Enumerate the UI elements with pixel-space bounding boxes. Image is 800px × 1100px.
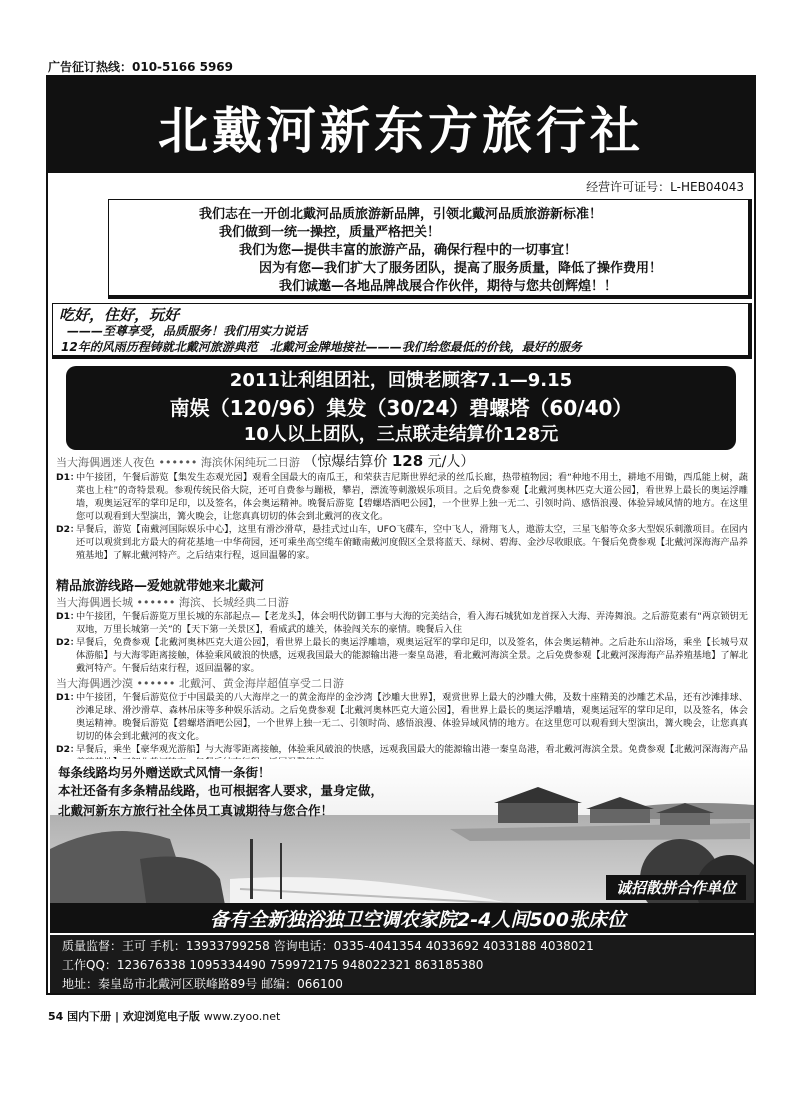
photo-text-line: 本社还备有多条精品线路，也可根据客人要求，量身定做， <box>58 783 384 798</box>
intro-line: 我们诚邀—各地品牌战展合作伙伴，期待与您共创辉煌！！ <box>279 279 618 294</box>
promo-line: 南娱（120/96）集发（30/24）碧螺塔（60/40） <box>169 396 633 420</box>
route-heading: 当大海偶遇沙漠 •••••• 北戴河、黄金海岸超值享受二日游 <box>56 677 344 690</box>
contact-address-line: 地址：秦皇岛市北戴河区联峰路89号 邮编：066100 <box>62 977 343 991</box>
recruit-badge: 诚招散拼合作单位 <box>606 875 746 900</box>
itinerary-day <box>56 523 748 562</box>
intro-box <box>108 199 752 299</box>
contact-panel <box>50 935 754 995</box>
day-text: 早餐后，乘坐【豪华观光游船】与大海零距离接触，体验乘风破浪的快感，远观我国最大的能源输出港一秦皇岛港，看北戴河海滨全景。免费参观【北戴河深海海产品 <box>76 744 748 755</box>
price-label: 惊爆结算价 <box>317 454 388 470</box>
slogan-main: 吃好，住好，玩好 <box>59 306 180 324</box>
agency-title: 北戴河新东方旅行社 <box>158 102 644 160</box>
day-label: D1： <box>56 692 80 703</box>
license-number: 经营许可证号：L-HEB04043 <box>586 180 744 194</box>
footer-divider: | <box>115 1010 120 1023</box>
photo-text-line: 每条线路均另外赠送欧式风情一条街！ <box>58 765 271 780</box>
intro-line: 我们做到一统一操控，质量严格把关！ <box>219 225 441 240</box>
day-text: 中午接团，午餐后游览万里长城的东部起点—【老龙头】，体会明代防御工事与大海的完美结合，看入海石城犹如龙首探入大海、弄涛舞浪。之后游览素有“两京锁钥无双地，万里长城第一关”的【天下第一关景区】，看威武的雄关，体验闯关东的豪情。晚餐后入住 <box>76 611 748 635</box>
footer-url[interactable]: www.zyoo.net <box>203 1010 281 1023</box>
route-section <box>56 575 748 675</box>
slogan-sub: ———至尊享受，品质服务！我们用实力说话 <box>67 324 308 338</box>
itinerary-day <box>56 471 748 523</box>
route-heading <box>56 451 748 471</box>
slogan-foot: 12年的风雨历程铸就北戴河旅游典范 北戴河金牌地接社———我们给您最低的价钱，最好的服务 <box>61 340 582 354</box>
day-label: D2： <box>56 524 80 535</box>
promo-line: 10人以上团队，三点联走结算价128元 <box>243 424 559 445</box>
ad-frame <box>46 75 756 995</box>
day-text: 中午接团，午餐后游览位于中国最美的八大海岸之一的黄金海岸的金沙湾【沙雕大世界】，观赏世界上最大的沙雕大佛，及数十座精美的沙雕艺术品，还有沙滩排球、沙滩足球、滑沙滑草、森林吊床等多种娱乐活动。之后免费参观【北戴河奥林匹克大道公园】，看世界上最长的奥运浮雕墙，观奥运冠军的掌印足印，以及签名，体会奥运精神。晚餐后游览【碧螺塔酒吧公园】，一个世界上独一无二、引领时尚、感悟浪漫、体验异域风情的地方。在这里您可以观看到大型演出，篝火晚会，让您真真切切的体会到北戴河的夜文化。 <box>76 692 748 742</box>
contact-qq-line: 工作QQ：123676338 1095334490 759972175 948022321 863185380 <box>62 958 484 972</box>
itinerary-day <box>56 610 748 636</box>
beds-text: 备有全新独浴独卫空调农家院2-4人间500张床位 <box>210 909 626 931</box>
footer-section: 国内下册 <box>67 1010 112 1023</box>
price-highlight: （惊爆结算价 128 元/人） <box>303 452 475 470</box>
day-label: D1： <box>56 611 80 622</box>
route-heading: 当大海偶遇长城 •••••• 海滨、长城经典二日游 <box>56 596 289 609</box>
contact-phone-line: 质量监督：王可 手机：13933799258 咨询电话：0335-4041354 4033692 4033188 4038021 <box>62 939 594 953</box>
beds-banner <box>50 903 754 933</box>
price-unit: 元/人 <box>427 454 461 470</box>
page-footer <box>48 1008 280 1024</box>
price-value: 128 <box>391 452 424 470</box>
itinerary-day <box>56 636 748 675</box>
route-title: 精品旅游线路—爱她就带她来北戴河 <box>56 579 265 594</box>
promo-line: 2011让利组团社，回馈老顾客7.1—9.15 <box>229 370 573 391</box>
day-text: 早餐后，游览【南戴河国际娱乐中心】，这里有滑沙滑草，悬挂式过山车，UFO飞碟车，空中飞人，滑翔飞人，遨游太空，三星飞船等众多大型娱乐刺激项目。在园内还可以观赏到北方最大的荷花基地一中华荷园，还可乘坐高空缆车俯瞰南戴河度假区全景将蓝天、绿树、碧海、金沙尽收眼底。午餐后免费参观【北戴河深海海产品养殖基地】了解北戴河特产。之后结束行程，返回温馨的家。 <box>76 524 748 561</box>
day-text: 中午接团，午餐后游览【集发生态观光园】观看全国最大的南瓜王，和荣获吉尼斯世界纪录的丝瓜长廊，热带植物园；看“种地不用土，耕地不用锄，西瓜能上树，蔬菜也上柱”的奇特景观。参观传统民俗大院，还可自费参与蹦极，攀岩，漂流等刺激娱乐项目。之后免费参观【北戴河奥林匹克大道公园】，看世界上最长的奥运浮雕墙，观奥运冠军的掌印足印，以及签名，体会奥运精神。晚餐后游览【碧螺塔酒吧公园】，一个世界上独一无二、引领时尚、感悟浪漫、体验异域风情的地方。在这里您可以观看到大型演出，篝火晚会，让您真真切切的体会到北戴河的夜文化。 <box>76 472 748 522</box>
intro-line: 我们为您—提供丰富的旅游产品，确保行程中的一切事宜！ <box>239 243 578 258</box>
route-section <box>56 451 748 562</box>
intro-line: 我们志在一开创北戴河品质旅游新品牌，引领北戴河品质旅游新标准！ <box>199 207 603 222</box>
day-label: D2： <box>56 744 80 755</box>
photo-text-line: 北戴河新东方旅行社全体员工真诚期待与您合作！ <box>58 803 334 818</box>
slogan-box <box>52 303 752 359</box>
intro-line: 因为有您—我们扩大了服务团队，提高了服务质量，降低了操作费用！ <box>259 261 663 276</box>
route-section <box>56 675 748 769</box>
ad-hotline: 广告征订热线：010-5166 5969 <box>48 60 234 74</box>
title-banner <box>48 77 754 173</box>
itinerary-day <box>56 691 748 743</box>
day-text: 早餐后，免费参观【北戴河奥林匹克大道公园】，看世界上最长的奥运浮雕墙，观奥运冠军的掌印足印，以及签名，体会奥运精神。之后赴东山浴场，乘坐【长城号双体游船】与大海零距离接触，体验乘风破浪的快感，远观我国最大的能源输出港一秦皇岛港，看北戴河海滨全景。之后免费参观【北戴河深海海产品养殖基地】了解北戴河特产。午餐后结束行程，返回温馨的家。 <box>76 637 748 674</box>
footer-text: 欢迎浏览电子版 <box>122 1010 200 1023</box>
day-label: D1： <box>56 472 80 483</box>
promo-banner <box>66 366 736 450</box>
page-number: 54 <box>48 1010 64 1023</box>
day-label: D2： <box>56 637 80 648</box>
route-heading-text: 当大海偶遇迷人夜色 •••••• 海滨休闲纯玩二日游 <box>56 456 300 469</box>
